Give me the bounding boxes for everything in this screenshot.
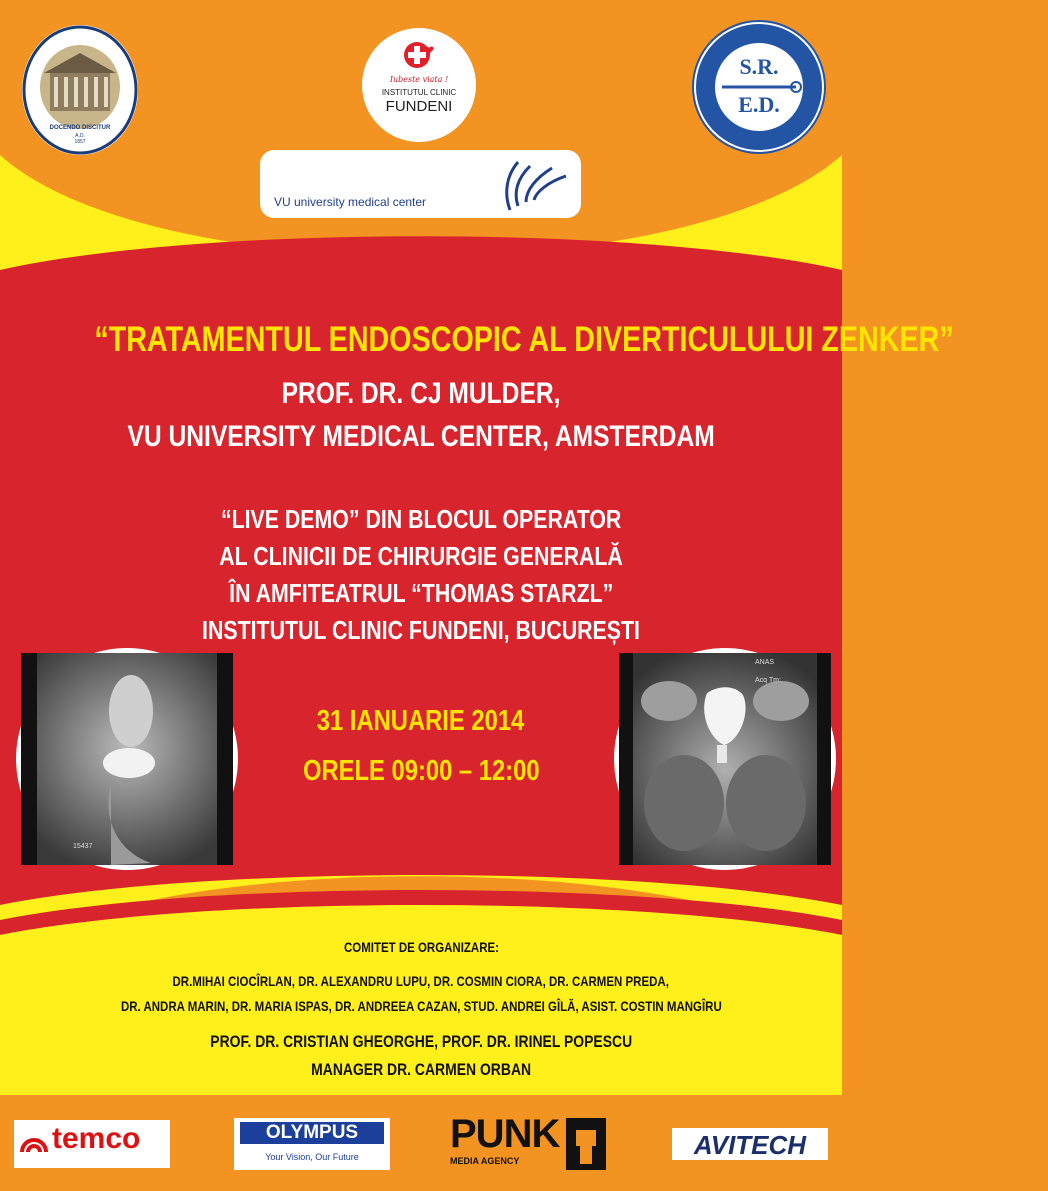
umf-carol-davila-logo <box>22 25 138 155</box>
demo-line1-wrap <box>0 504 842 535</box>
fist-icon <box>566 1118 606 1170</box>
event-date: 31 IANUARIE 2014 <box>317 705 525 737</box>
demo-line4-wrap <box>0 615 842 646</box>
avitech-logo <box>672 1128 828 1160</box>
xray-right-label2: Acq Tm: <box>755 677 781 684</box>
punk-sub: MEDIA AGENCY <box>450 1156 520 1166</box>
avitech-name: AVITECH <box>693 1130 807 1160</box>
date-wrap <box>0 705 842 738</box>
sred-line2: E.D. <box>738 92 780 117</box>
committee-heading-wrap <box>0 939 842 957</box>
event-time: ORELE 09:00 – 12:00 <box>302 755 540 787</box>
xray-left-label: 15437 <box>73 843 93 850</box>
time-wrap <box>0 755 842 788</box>
olympus-logo <box>234 1118 390 1170</box>
vu-logo-text: VU university medical center <box>274 195 427 209</box>
temco-wave-icon <box>18 1126 50 1156</box>
sred-logo <box>692 20 826 154</box>
fundeni-logo <box>362 28 476 142</box>
title-wrap <box>0 320 954 360</box>
affiliation-wrap <box>0 420 842 454</box>
vu-swoosh-icon <box>496 154 576 216</box>
xray-right-label1: ANAS <box>755 659 775 666</box>
umf-motto: DOCENDO DISCITUR <box>49 125 111 131</box>
demo-line4: INSTITUTUL CLINIC FUNDENI, BUCUREȘTI <box>202 615 640 645</box>
speaker-wrap <box>0 377 842 411</box>
demo-line1: “LIVE DEMO” DIN BLOCUL OPERATOR <box>220 504 622 534</box>
committee-line4-wrap <box>0 1060 842 1080</box>
committee-line4: MANAGER DR. CARMEN ORBAN <box>311 1060 531 1079</box>
fundeni-tagline: Iubeste viata ! <box>389 75 449 84</box>
committee-line3-wrap <box>0 1032 842 1052</box>
demo-line2-wrap <box>0 541 842 572</box>
committee-line3: PROF. DR. CRISTIAN GHEORGHE, PROF. DR. IRINEL POPESCU <box>210 1032 632 1051</box>
demo-line3-wrap <box>0 578 842 609</box>
olympus-tagline: Your Vision, Our Future <box>265 1152 359 1162</box>
committee-line1: DR.MIHAI CIOCÎRLAN, DR. ALEXANDRU LUPU, DR. COSMIN CIORA, DR. CARMEN PREDA, <box>172 973 670 989</box>
committee-line2: DR. ANDRA MARIN, DR. MARIA ISPAS, DR. ANDREEA CAZAN, STUD. ANDREI GÎLĂ, ASIST. COSTIN MANGÎRU <box>120 998 722 1014</box>
umf-year: 1857 <box>74 139 86 145</box>
umf-ad: A.D. <box>75 133 85 139</box>
temco-name: temco <box>52 1122 141 1155</box>
event-title: “TRATAMENTUL ENDOSCOPIC AL DIVERTICULULUI ZENKER” <box>94 320 954 359</box>
vu-logo <box>260 150 581 218</box>
sred-line1: S.R. <box>739 54 779 79</box>
demo-line3: ÎN AMFITEATRUL “THOMAS STARZL” <box>228 578 614 608</box>
fundeni-heart-cross-icon <box>402 40 436 70</box>
sred-seal-graphic <box>692 20 826 154</box>
olympus-name: OLYMPUS <box>240 1122 384 1144</box>
demo-line2: AL CLINICII DE CHIRURGIE GENERALĂ <box>219 541 623 571</box>
fundeni-line2: FUNDENI <box>385 98 453 115</box>
fundeni-line1: INSTITUTUL CLINIC <box>381 88 457 97</box>
committee-line1-wrap <box>0 973 842 991</box>
committee-line2-wrap <box>0 998 842 1016</box>
speaker-name: PROF. DR. CJ MULDER, <box>281 377 561 410</box>
temco-logo <box>14 1120 170 1168</box>
committee-heading: COMITET DE ORGANIZARE: <box>343 939 499 955</box>
punk-logo <box>450 1112 606 1176</box>
speaker-affiliation: VU UNIVERSITY MEDICAL CENTER, AMSTERDAM <box>127 420 715 453</box>
punk-name: PUNK <box>450 1112 560 1156</box>
